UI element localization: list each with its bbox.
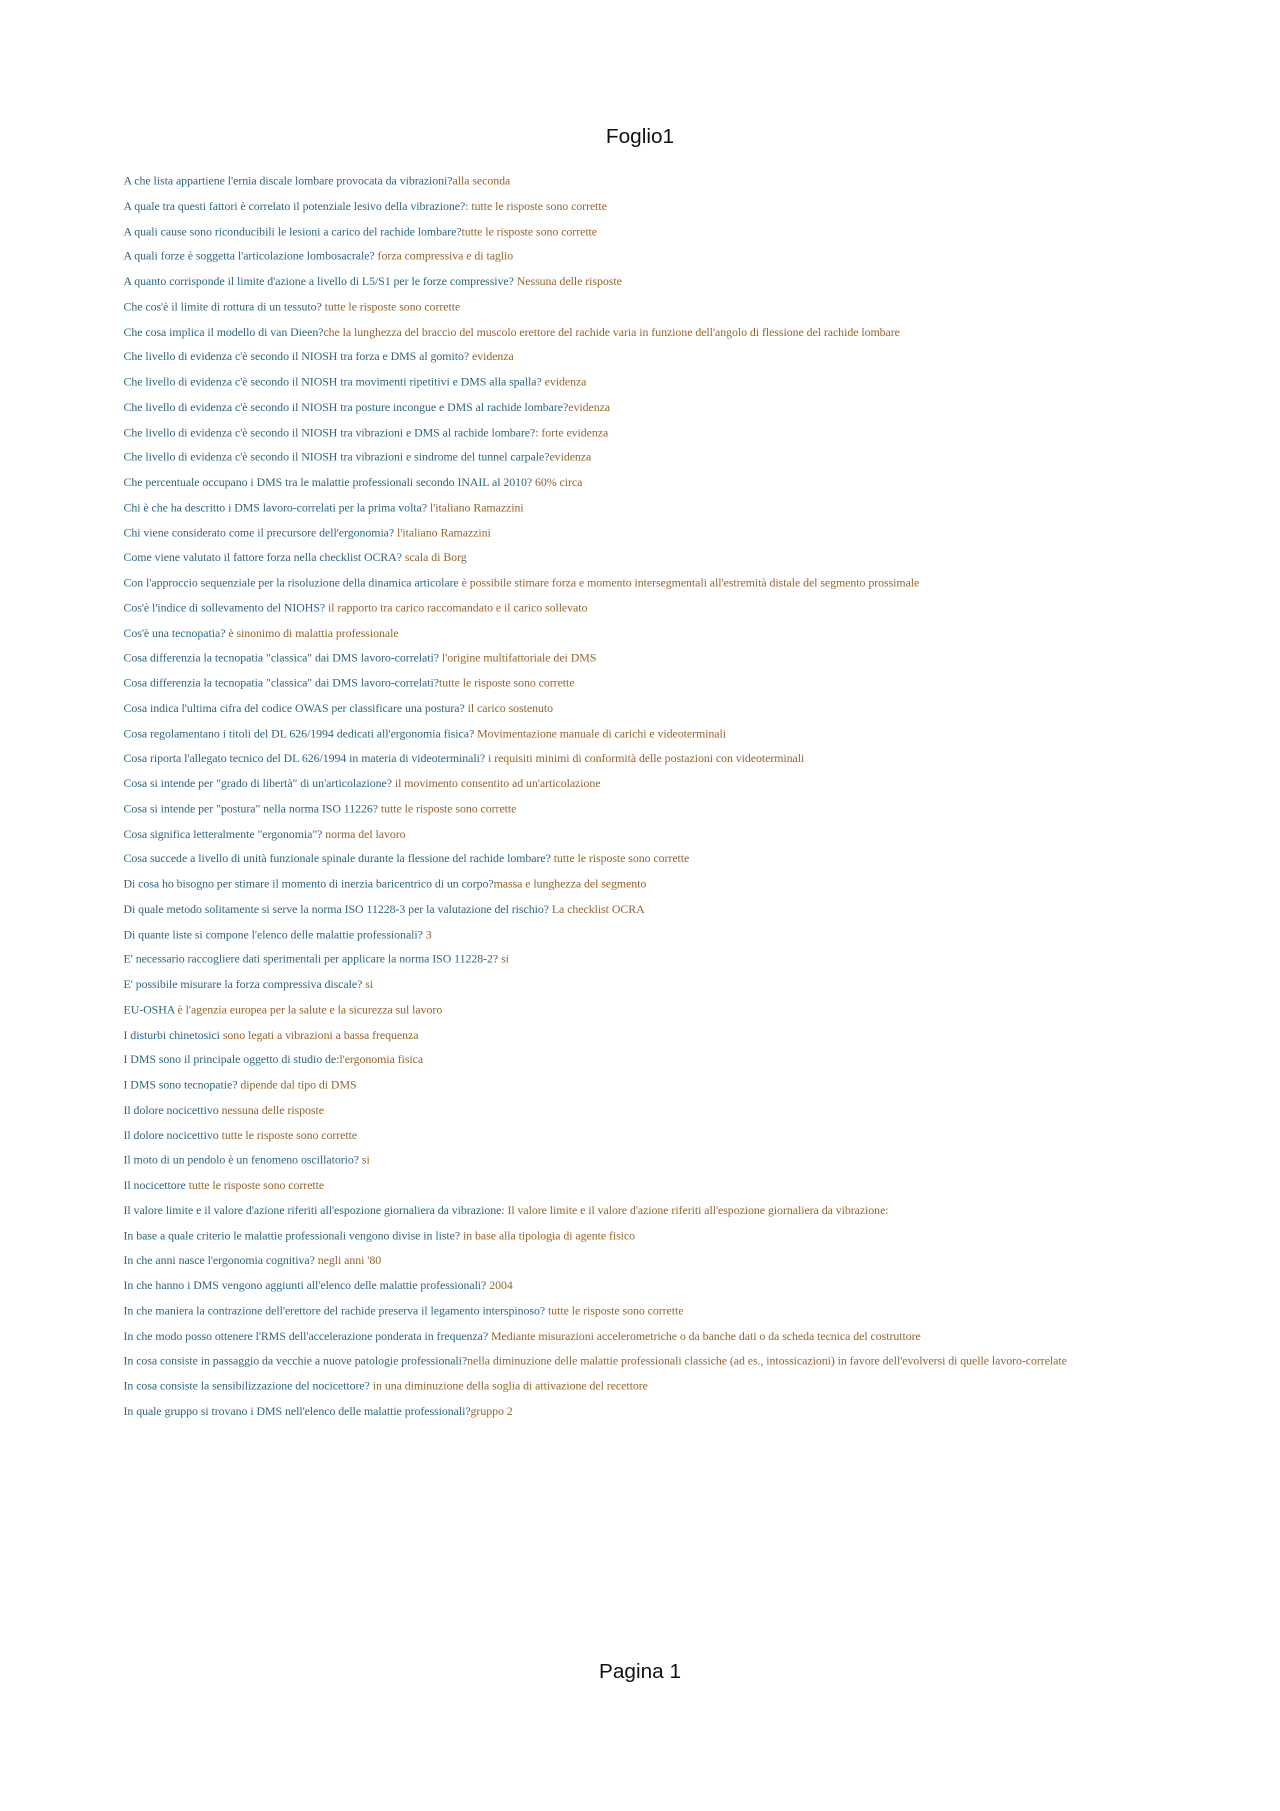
question-text: In cosa consiste in passaggio da vecchie a nuove patologie professionali? [123, 1355, 468, 1369]
qa-row [123, 777, 1277, 802]
question-text: E' necessario raccogliere dati sperimentali per applicare la norma ISO 11228-2? [123, 953, 499, 967]
answer-text: alla seconda [452, 175, 511, 189]
answer-text: Il valore limite e il valore d'azione riferiti all'espozione giornaliera da vibrazione: [504, 1204, 889, 1218]
answer-text: evidenza [469, 351, 514, 364]
qa-row [123, 551, 1277, 576]
qa-row [123, 350, 1277, 375]
qa-row [123, 199, 1277, 224]
qa-row [123, 1128, 1277, 1153]
question-text: Cosa indica l'ultima cifra del codice OWAS per classificare una postura? [123, 702, 465, 716]
answer-text: Movimentazione manuale di carichi e videoterminali [474, 727, 727, 741]
qa-row [123, 1028, 1277, 1053]
question-text: Cosa succede a livello di unità funzionale spinale durante la flessione del rachide lombare? [123, 853, 551, 866]
question-text: A quanto corrisponde il limite d'azione a livello di L5/S1 per le forze compressive? [123, 275, 514, 289]
answer-text: l'italiano Ramazzini [426, 501, 524, 515]
qa-row [123, 752, 1277, 777]
answer-text: il carico sostenuto [464, 702, 553, 716]
qa-row [123, 902, 1277, 927]
qa-row [123, 827, 1277, 852]
question-text: Cos'è una tecnopatia? [123, 627, 226, 640]
answer-text: si [498, 953, 509, 967]
qa-row [123, 1279, 1277, 1304]
question-text: Che livello di evidenza c'è secondo il NIOSH tra vibrazioni e sindrome del tunnel carpale? [123, 451, 550, 465]
qa-row [123, 275, 1277, 300]
answer-text: tutte le risposte sono corrette [377, 803, 517, 816]
qa-row [123, 476, 1277, 501]
answer-text: forza compressiva e di taglio [374, 250, 514, 264]
answer-text: evidenza [568, 401, 611, 415]
answer-text: è l'agenzia europea per la salute e la sicurezza sul lavoro [174, 1003, 443, 1017]
answer-text: nessuna delle risposte [218, 1104, 324, 1117]
question-text: In base a quale criterio le malattie professionali vengono divise in liste? [123, 1229, 461, 1243]
answer-text: si [362, 978, 374, 992]
question-text: In che modo posso ottenere l'RMS dell'accelerazione ponderata in frequenza? [123, 1330, 489, 1343]
answer-text: sono legati a vibrazioni a bassa frequenza [219, 1028, 419, 1042]
question-text: Cosa riporta l'allegato tecnico del DL 626/1994 in materia di videoterminali? [123, 752, 486, 766]
qa-row [123, 1153, 1277, 1178]
qa-row [123, 1379, 1277, 1404]
qa-row [123, 1354, 1277, 1379]
answer-text: La checklist OCRA [548, 903, 645, 917]
answer-text: Nessuna delle risposte [513, 275, 622, 289]
answer-text: l'origine multifattoriale dei DMS [438, 652, 597, 666]
question-text: In cosa consiste la sensibilizzazione del nocicettore? [123, 1380, 370, 1394]
question-text: Con l'approccio sequenziale per la risoluzione della dinamica articolare [123, 577, 459, 590]
question-text: Di quale metodo solitamente si serve la norma ISO 11228-3 per la valutazione del rischio? [123, 903, 549, 917]
answer-text: è sinonimo di malattia professionale [225, 627, 399, 640]
question-text: Chi è che ha descritto i DMS lavoro-correlati per la prima volta? [123, 501, 427, 515]
answer-text: l'ergonomia fisica [339, 1054, 424, 1067]
answer-text: tutte le risposte sono corrette [461, 225, 598, 239]
answer-text: tutte le risposte sono corrette [468, 200, 607, 214]
qa-row [123, 224, 1277, 249]
qa-row [123, 1003, 1277, 1028]
question-text: Cosa differenzia la tecnopatia "classica" dai DMS lavoro-correlati? [123, 677, 439, 691]
answer-text: nella diminuzione delle malattie professionali classiche (ad es., intossicazioni) in favore dell'evolversi di quelle lavoro-correlate [467, 1355, 1067, 1369]
question-text: In quale gruppo si trovano i DMS nell'elenco delle malattie professionali? [123, 1405, 471, 1419]
question-text: EU-OSHA [123, 1003, 175, 1017]
answer-text: negli anni '80 [314, 1254, 382, 1268]
qa-row [123, 676, 1277, 701]
question-text: A quali cause sono riconducibili le lesioni a carico del rachide lombare? [123, 225, 462, 239]
question-text: Il moto di un pendolo è un fenomeno oscillatorio? [123, 1154, 359, 1168]
answer-text: norma del lavoro [322, 828, 406, 841]
qa-row [123, 727, 1277, 752]
answer-text: massa e lunghezza del segmento [493, 878, 647, 892]
answer-text: tutte le risposte sono corrette [321, 300, 461, 314]
answer-text: in base alla tipologia di agente fisico [460, 1229, 636, 1243]
qa-row [123, 501, 1277, 526]
answer-text: tutte le risposte sono corrette [550, 853, 690, 866]
answer-text: i requisiti minimi di conformità delle postazioni con videoterminali [485, 752, 805, 766]
answer-text: Mediante misurazioni accelerometriche o da banche dati o da scheda tecnica del costruttore [488, 1330, 921, 1343]
question-text: In che maniera la contrazione dell'erettore del rachide preserva il legamento interspinoso? [123, 1305, 546, 1318]
answer-text: gruppo 2 [470, 1405, 513, 1419]
qa-row [123, 1304, 1277, 1329]
answer-text: forte evidenza [538, 426, 609, 440]
qa-row [123, 802, 1277, 827]
question-text: Cosa si intende per "postura" nella norma ISO 11226? [123, 803, 378, 816]
qa-row [123, 927, 1277, 952]
qa-row [123, 174, 1277, 199]
question-text: Il nocicettore [123, 1179, 186, 1193]
answer-text: è possibile stimare forza e momento intersegmentali all'estremità distale del segmento prossimale [458, 577, 920, 590]
qa-row [123, 400, 1277, 425]
qa-row [123, 526, 1277, 551]
answer-text: 2004 [486, 1279, 513, 1293]
answer-text: evidenza [549, 451, 592, 465]
question-text: Che cos'è il limite di rottura di un tessuto? [123, 300, 322, 314]
question-text: Cosa differenzia la tecnopatia "classica" dai DMS lavoro-correlati? [123, 652, 439, 666]
question-text: Cosa si intende per "grado di libertà" di un'articolazione? [123, 777, 392, 791]
question-text: Che livello di evidenza c'è secondo il NIOSH tra vibrazioni e DMS al rachide lombare?: [123, 426, 539, 440]
question-text: Come viene valutato il fattore forza nella checklist OCRA? [123, 551, 402, 565]
qa-row [123, 1103, 1277, 1128]
qa-row [123, 978, 1277, 1003]
question-text: Di quante liste si compone l'elenco delle malattie professionali? [123, 928, 423, 942]
qa-row [123, 701, 1277, 726]
question-text: I disturbi chinetosici [123, 1028, 220, 1042]
qa-row [123, 601, 1277, 626]
page-footer: Pagina 1 [598, 1659, 682, 1683]
answer-text: si [358, 1154, 370, 1168]
question-text: Che livello di evidenza c'è secondo il NIOSH tra forza e DMS al gomito? [123, 351, 470, 364]
qa-row [123, 375, 1277, 400]
question-text: Cosa regolamentano i titoli del DL 626/1994 dedicati all'ergonomia fisica? [123, 727, 475, 741]
answer-text: evidenza [541, 376, 587, 389]
sheet-title: Foglio1 [605, 124, 675, 148]
question-text: Che livello di evidenza c'è secondo il NIOSH tra posture incongue e DMS al rachide lombare? [123, 401, 569, 415]
question-text: E' possibile misurare la forza compressiva discale? [123, 978, 363, 992]
answer-text: tutte le risposte sono corrette [185, 1179, 325, 1193]
qa-row [123, 1229, 1277, 1254]
qa-row [123, 450, 1277, 475]
answer-text: tutte le risposte sono corrette [218, 1129, 358, 1143]
question-text: Il valore limite e il valore d'azione riferiti all'espozione giornaliera da vibrazione: [123, 1204, 505, 1218]
answer-text: tutte le risposte sono corrette [438, 677, 575, 691]
question-text: Che cosa implica il modello di van Dieen? [123, 326, 324, 339]
qa-row [123, 651, 1277, 676]
answer-text: scala di Borg [401, 551, 467, 565]
answer-text: che la lunghezza del braccio del muscolo erettore del rachide varia in funzione dell'angolo di flessione del rachide lombare [323, 326, 900, 339]
answer-text: 3 [422, 928, 432, 942]
question-text: In che hanno i DMS vengono aggiunti all'elenco delle malattie professionali? [123, 1279, 487, 1293]
question-text: A che lista appartiene l'ernia discale lombare provocata da vibrazioni? [123, 175, 453, 189]
qa-row [123, 250, 1277, 275]
question-text: Chi viene considerato come il precursore dell'ergonomia? [123, 526, 395, 540]
qa-row [123, 1329, 1277, 1354]
qa-row [123, 576, 1277, 601]
qa-row [123, 1053, 1277, 1078]
question-text: I DMS sono il principale oggetto di studio de: [123, 1054, 340, 1067]
qa-row [123, 852, 1277, 877]
qa-row [123, 325, 1277, 350]
answer-text: 60% circa [532, 476, 583, 490]
question-text: Cos'è l'indice di sollevamento del NIOHS? [123, 602, 326, 615]
qa-row [123, 626, 1277, 651]
qa-row [123, 1404, 1277, 1429]
answer-text: dipende dal tipo di DMS [237, 1079, 357, 1092]
question-text: Il dolore nocicettivo [123, 1104, 219, 1117]
qa-row [123, 1178, 1277, 1203]
qa-row [123, 952, 1277, 977]
question-text: Il dolore nocicettivo [123, 1129, 219, 1143]
qa-row [123, 1204, 1277, 1229]
answer-text: in una diminuzione della soglia di attivazione del recettore [369, 1380, 648, 1394]
answer-text: il movimento consentito ad un'articolazione [391, 777, 601, 791]
answer-text: tutte le risposte sono corrette [545, 1305, 684, 1318]
question-text: I DMS sono tecnopatie? [123, 1079, 238, 1092]
qa-list [123, 174, 1277, 1429]
question-text: A quali forze è soggetta l'articolazione lombosacrale? [123, 250, 375, 264]
qa-row [123, 300, 1277, 325]
question-text: A quale tra questi fattori è correlato il potenziale lesivo della vibrazione?: [123, 200, 469, 214]
answer-text: il rapporto tra carico raccomandato e il carico sollevato [325, 602, 588, 615]
answer-text: l'italiano Ramazzini [394, 526, 491, 540]
qa-row [123, 877, 1277, 902]
question-text: In che anni nasce l'ergonomia cognitiva? [123, 1254, 315, 1268]
qa-row [123, 425, 1277, 450]
qa-row [123, 1078, 1277, 1103]
question-text: Che percentuale occupano i DMS tra le malattie professionali secondo INAIL al 2010? [123, 476, 533, 490]
question-text: Cosa significa letteralmente "ergonomia"? [123, 828, 323, 841]
question-text: Di cosa ho bisogno per stimare il momento di inerzia baricentrico di un corpo? [123, 878, 494, 892]
question-text: Che livello di evidenza c'è secondo il NIOSH tra movimenti ripetitivi e DMS alla spalla? [123, 376, 542, 389]
qa-row [123, 1254, 1277, 1279]
